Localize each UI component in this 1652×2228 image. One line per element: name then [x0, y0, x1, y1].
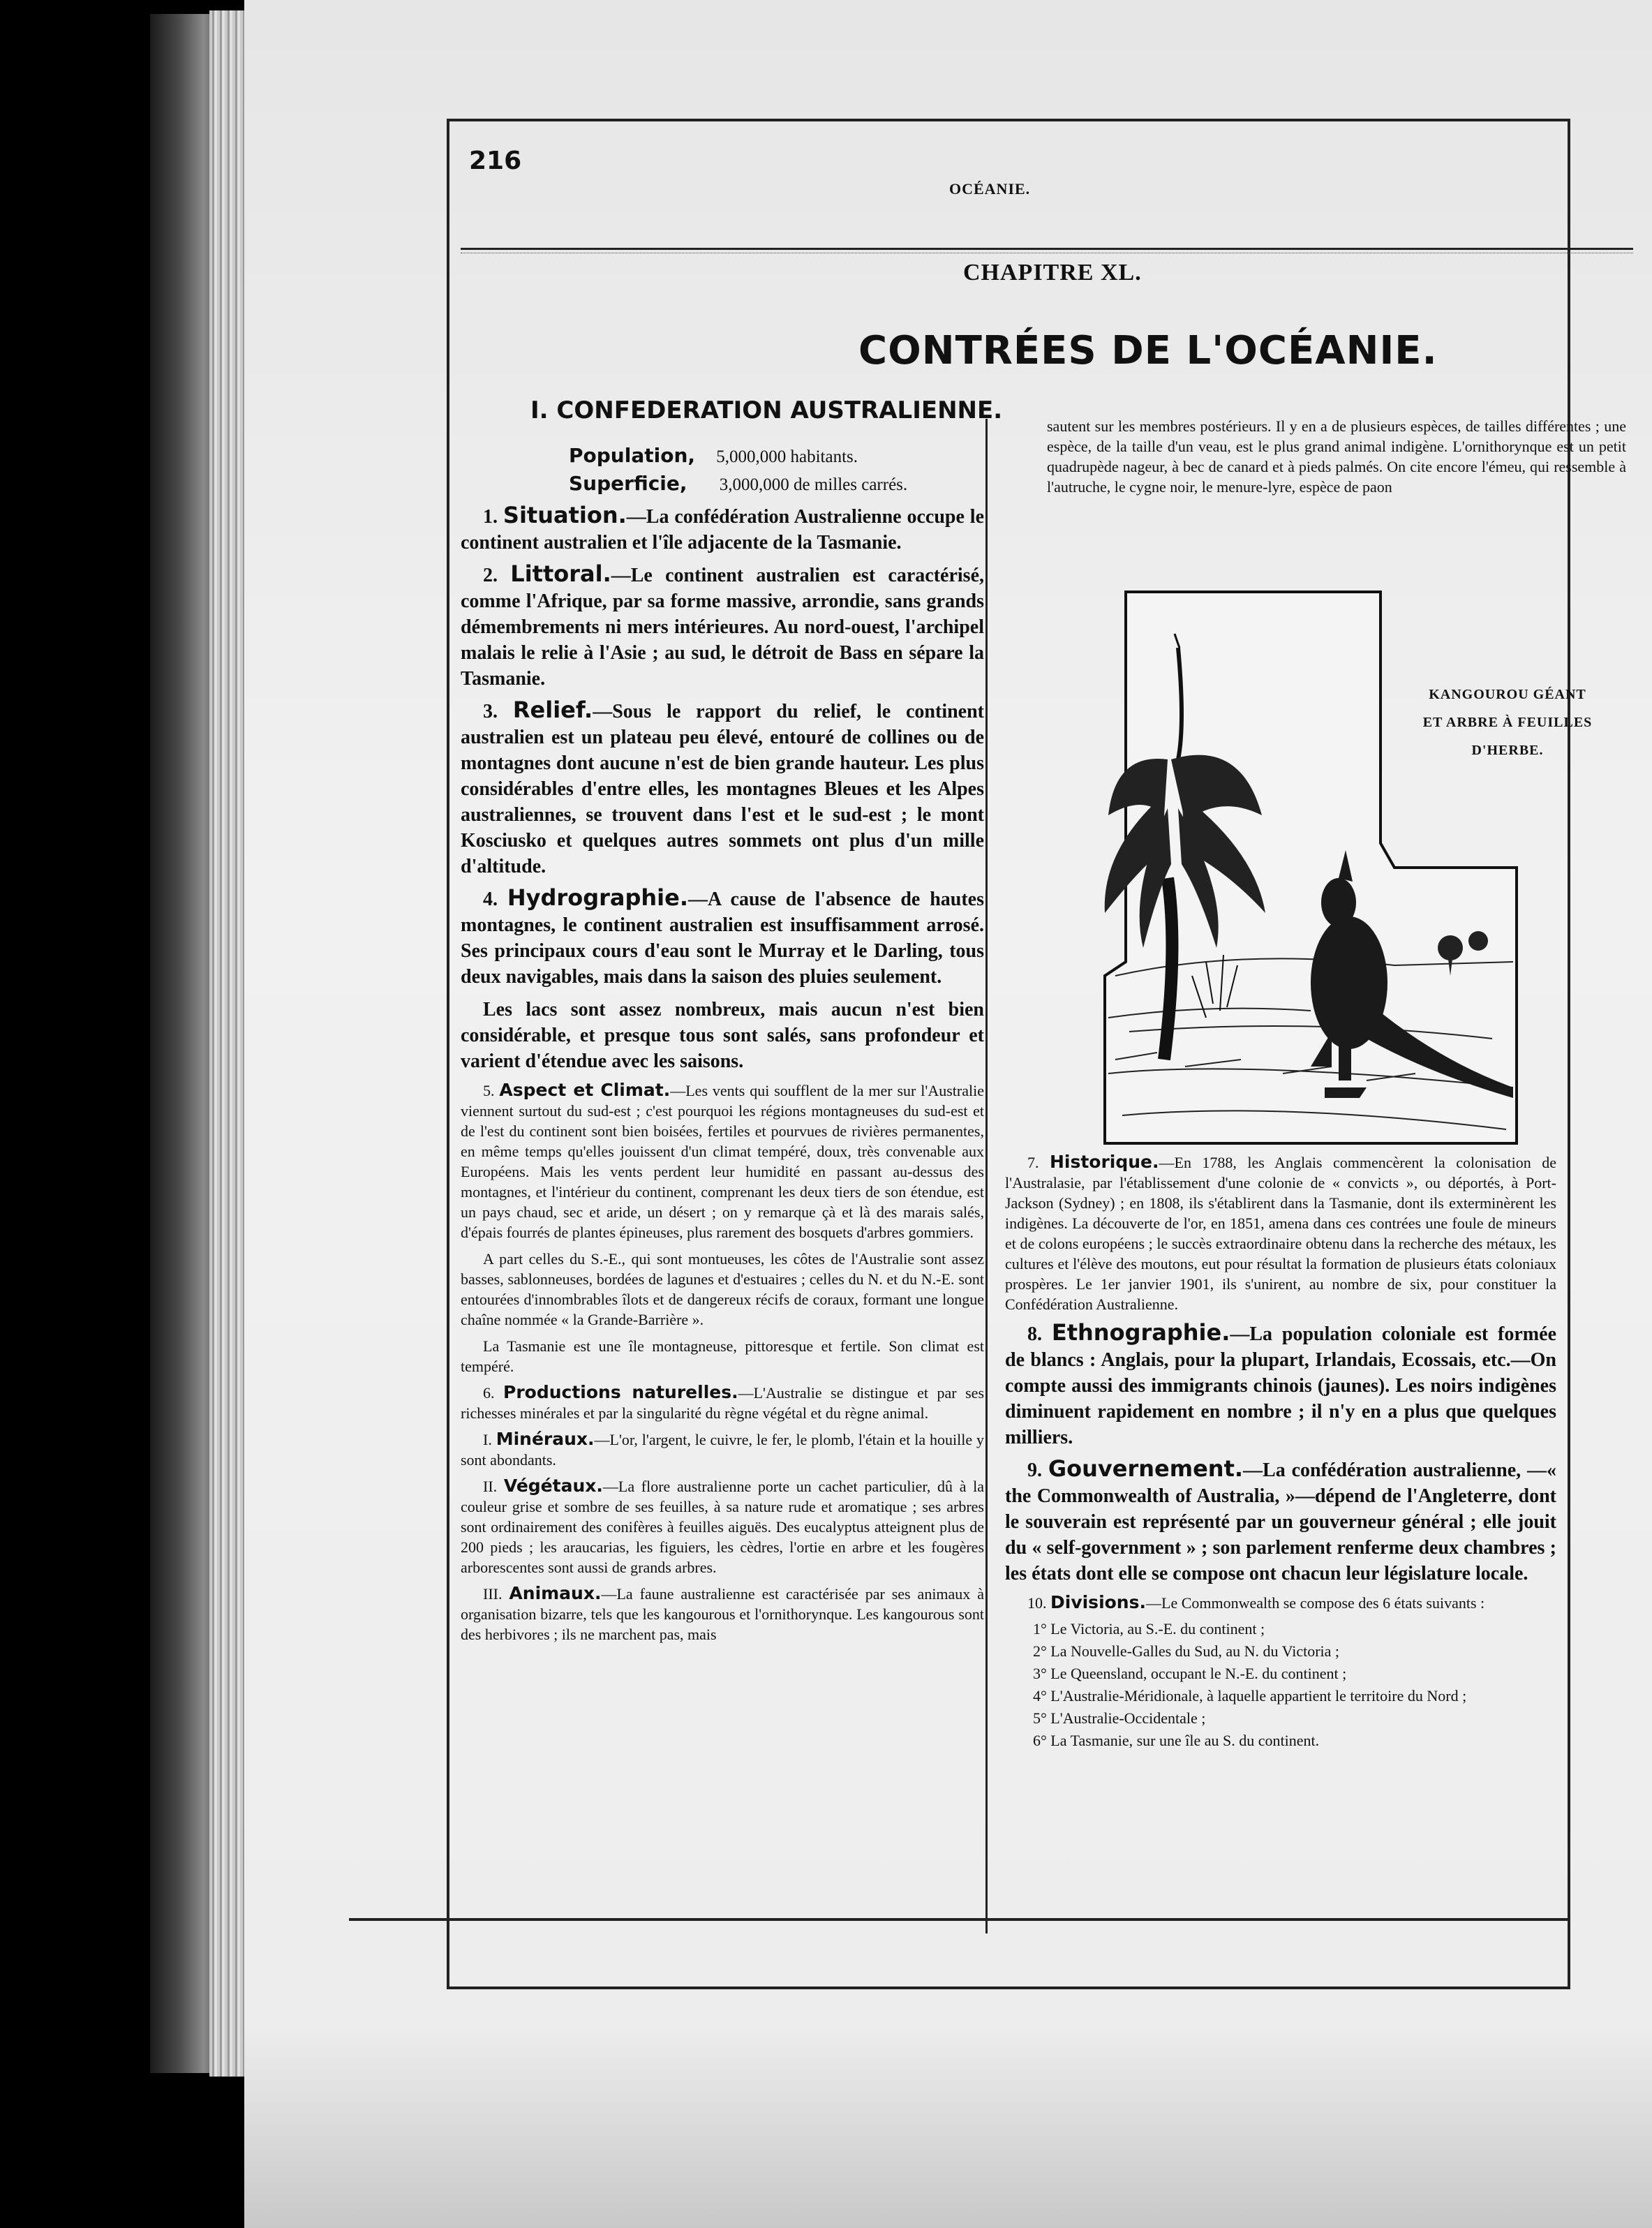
division-item: 2° La Nouvelle-Galles du Sud, au N. du Victoria ;	[1033, 1642, 1340, 1660]
paragraph-number: 3.	[483, 701, 498, 722]
figure-caption	[1403, 681, 1612, 764]
paragraph-text: —La confédération Australienne occupe le continent australien et l'île adjacente de la Tasmanie.	[461, 506, 985, 554]
page-shadow	[244, 2024, 1652, 2228]
left-column	[461, 503, 984, 1650]
division-item: 3° Le Queensland, occupant le N.-E. du continent ;	[1033, 1665, 1347, 1682]
page-number: 216	[469, 147, 522, 175]
caption-line: ET ARBRE À FEUILLES	[1422, 715, 1593, 730]
area-label: Superficie,	[569, 472, 687, 495]
paragraph	[1005, 1456, 1556, 1587]
paragraph-text: —Le continent australien est caractérisé, comme l'Afrique, par sa forme massive, arrondie, sans grands démembrements ni mers intérieures. Au nord-ouest, l'archipel malais le relie à l'Asie ; au sud, le détroit de Bass en sépare la Tasmanie.	[461, 565, 984, 690]
page-title: CONTRÉES DE L'OCÉANIE.	[858, 328, 1438, 373]
population-row	[569, 444, 858, 467]
paragraph-heading: Productions naturelles.	[503, 1382, 738, 1402]
paragraph-text: —Les vents qui soufflent de la mer sur l'Australie viennent surtout du sud-est ; c'est pourquoi les régions montagneuses du sud-est et de l'est du continent sont bien boisées, fertiles et pourvues de rivières permanentes, en même temps qu'elles jouissent d'un climat tempéré, doux, très convenable aux Européens. Mais les vents perdent leur humidité en passant au-dessus des montagnes, et l'intérieur du continent, comprenant les deux tiers de son étendue, est un pays chaud, sec et aride, un désert ; on y remarque çà et là des marais salés, d'épais fourrés de plantes épineuses, plus rarement des bosquets d'arbres gommiers.	[461, 1082, 984, 1241]
paragraph-number: 6.	[483, 1384, 495, 1402]
paragraph-text: —Sous le rapport du relief, le continent australien est un plateau peu élevé, entouré de collines ou de montagnes dont aucune n'est de bien grande hauteur. Les plus considérables d'entre elles, les montagnes Bleues et les Alpes australiennes, se trouvent dans l'est et le sud-est ; le mont Kosciusko et quelques autres sommets ont plus d'un mille d'altitude.	[461, 701, 984, 877]
paragraph-number: 8.	[1027, 1323, 1042, 1345]
paragraph-text: —La flore australienne porte un cachet particulier, dû à la couleur grise et sombre de ses feuilles, à sa nature rude et aromatique ; ses arbres sont ordinairement des conifères à feuilles aiguës. Des eucalyptus atteignent plus de 200 pieds ; les araucarias, les figuiers, les cèdres, l'ortie en arbre et les fougères arborescentes sont aussi de grands arbres.	[461, 1478, 985, 1576]
paragraph-heading: Hydrographie.	[507, 884, 688, 911]
paragraph-text: —En 1788, les Anglais commencèrent la colonisation de l'Australasie, par l'établissement d'une colonie de « convicts », ou déportés, à Port-Jackson (Sydney) ; en 1808, ils s'établirent dans la Tasmanie, dont ils exterminèrent les indigènes. La découverte de l'or, en 1851, amena dans ces contrées une foule de mineurs et de colons européens ; le succès extraordinaire obtenu dans la recherche des métaux, les cultures et l'élève des moutons, eut pour résultat la formation de plusieurs états coloniaux prospères. Le 1er janvier 1901, ils s'unirent, au nombre de six, pour constituer la Confédération Australienne.	[1005, 1154, 1556, 1313]
right-big-paragraphs	[1005, 1320, 1556, 1587]
paragraph-text: A part celles du S.-E., qui sont montueuses, les côtes de l'Australie sont assez basses, sablonneuses, bordées de lagunes et d'estuaires ; celles du N. et du N.-E. sont entourées d'innombrables îlots et de dangereux récifs de coraux, formant une longue chaîne nommée « la Grande-Barrière ».	[461, 1250, 984, 1328]
paragraph	[461, 1583, 984, 1644]
paragraph-text: —L'Australie se distingue et par ses richesses minérales et par la singularité du règne végétal et du règne animal.	[461, 1384, 985, 1422]
paragraph-number: 1.	[483, 506, 498, 528]
paragraph-heading: Relief.	[512, 697, 593, 723]
left-big-paragraphs	[461, 503, 984, 1074]
paragraph	[461, 1080, 984, 1242]
divisions-section	[1005, 1592, 1556, 1751]
chapter-heading: CHAPITRE XL.	[963, 260, 1142, 285]
paragraph-heading: Gouvernement.	[1048, 1455, 1244, 1482]
paragraph-number: I.	[483, 1431, 492, 1448]
paragraph-number: II.	[483, 1478, 498, 1495]
right-column	[1005, 1152, 1556, 1753]
paragraph-text: La Tasmanie est une île montagneuse, pittoresque et fertile. Son climat est tempéré.	[461, 1337, 984, 1375]
paragraph	[461, 697, 984, 879]
paragraph-heading: Animaux.	[509, 1583, 602, 1603]
divisions-paragraph	[1005, 1592, 1556, 1613]
paragraph	[461, 885, 984, 990]
area-row	[569, 472, 907, 495]
paragraph-number: 10.	[1027, 1594, 1047, 1612]
population-value: 5,000,000 habitants.	[716, 447, 858, 466]
paragraph	[461, 1429, 984, 1470]
population-label: Population,	[569, 444, 696, 467]
paragraph-text: —A cause de l'absence de hautes montagnes, le continent australien est insuffisamment arrosé. Ses principaux cours d'eau sont le Murray et le Darling, tous deux navigables, mais dans la saison des pluies seulement.	[461, 889, 984, 988]
paragraph-heading: Minéraux.	[496, 1429, 595, 1449]
paragraph-heading: Littoral.	[510, 560, 611, 587]
division-item: 6° La Tasmanie, sur une île au S. du continent.	[1033, 1732, 1320, 1749]
paragraph-heading: Situation.	[503, 502, 627, 528]
division-item: 5° L'Australie-Occidentale ;	[1033, 1709, 1206, 1727]
paragraph-number: 5.	[483, 1082, 495, 1099]
paragraph	[1005, 1320, 1556, 1450]
paragraph-heading: Ethnographie.	[1051, 1319, 1230, 1346]
paragraph-text: —La population coloniale est formée de blancs : Anglais, pour la plupart, Irlandais, Ecossais, etc.—On compte aussi des immigrants chinois (jaunes). Les noirs indigènes diminuent rapidement en nombre ; il n'y en a plus que quelques milliers.	[1005, 1323, 1556, 1448]
paragraph-number: 2.	[483, 565, 498, 586]
paragraph	[461, 503, 984, 556]
paragraph-number: III.	[483, 1585, 503, 1603]
paragraph-heading: Historique.	[1049, 1152, 1159, 1172]
paragraph-heading: Végétaux.	[503, 1476, 603, 1496]
right-small-paragraphs	[1005, 1152, 1556, 1314]
right-top-paragraph	[1047, 416, 1626, 503]
caption-line: D'HERBE.	[1471, 743, 1544, 758]
header-rule	[461, 248, 1633, 250]
divisions-list	[1005, 1619, 1556, 1751]
paragraph	[461, 1476, 984, 1577]
paragraph-text: —L'or, l'argent, le cuivre, le fer, le plomb, l'étain et la houille y sont abondants.	[461, 1431, 984, 1469]
paragraph	[461, 995, 984, 1074]
paragraph-text: —La confédération australienne, —« the Commonwealth of Australia, »—dépend de l'Angleterre, dont le souverain est représenté par un gouverneur général ; elle jouit du « self-government » ; son parlement renferme deux chambres ; les états dont elle se compose ont chacun leur législature locale.	[1005, 1460, 1557, 1584]
paragraph-text: —Le Commonwealth se compose des 6 états suivants :	[1146, 1594, 1485, 1612]
section-heading: I. CONFEDERATION AUSTRALIENNE.	[530, 396, 1003, 424]
paragraph	[461, 1382, 984, 1423]
bottom-rule	[349, 1918, 1570, 1921]
caption-line: KANGOUROU GÉANT	[1429, 687, 1586, 702]
paragraph	[1005, 1152, 1556, 1314]
kangaroo-illustration	[1101, 585, 1531, 1150]
division-item: 4° L'Australie-Méridionale, à laquelle appartient le territoire du Nord ;	[1033, 1687, 1467, 1705]
kangaroo-continuation: sautent sur les membres postérieurs. Il y en a de plusieurs espèces, de tailles différentes ; une espèce, de la taille d'un veau, est le plus grand animal indigène. L'ornithorynque est un petit quadrupède nageur, à bec de canard et à pieds palmés. On cite encore l'émeu, qui ressemble à l'autruche, le cygne noir, le menure-lyre, espèce de paon	[1047, 417, 1626, 496]
column-divider	[985, 419, 988, 1933]
paragraph	[461, 1335, 984, 1376]
paragraph-number: 9.	[1027, 1460, 1042, 1481]
paragraph-heading: Aspect et Climat.	[499, 1080, 671, 1100]
paragraph-number: 7.	[1027, 1154, 1039, 1171]
paragraph	[461, 1248, 984, 1330]
paragraph-number: 4.	[483, 889, 498, 910]
paragraph	[461, 561, 984, 692]
left-small-paragraphs	[461, 1080, 984, 1644]
paragraph-text: —La faune australienne est caractérisée par ses animaux à organisation bizarre, tels que les kangourous et l'ornithorynque. Les kangourous sont des herbivores ; ils ne marchent pas, mais	[461, 1585, 984, 1643]
paragraph-text: Les lacs sont assez nombreux, mais aucun n'est bien considérable, et presque tous sont salés, sans profondeur et varient d'étendue avec les saisons.	[461, 999, 984, 1072]
running-title: OCÉANIE.	[949, 180, 1031, 198]
paragraph-heading: Divisions.	[1050, 1592, 1146, 1612]
area-value: 3,000,000 de milles carrés.	[719, 475, 908, 494]
division-item: 1° Le Victoria, au S.-E. du continent ;	[1033, 1620, 1265, 1637]
